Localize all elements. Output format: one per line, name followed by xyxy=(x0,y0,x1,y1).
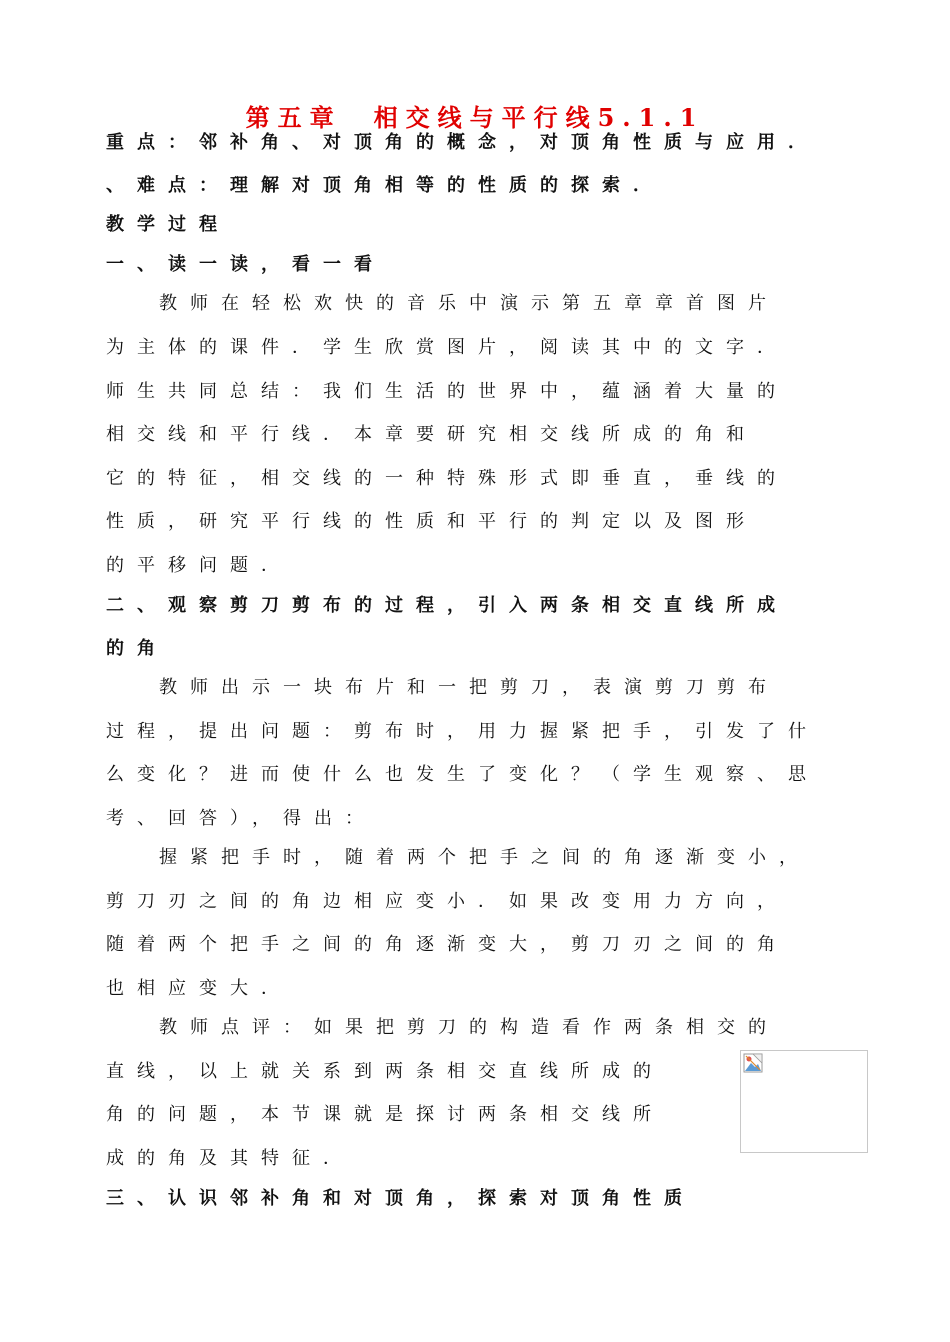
paragraph-line: 教师在轻松欢快的音乐中演示第五章章首图片 xyxy=(159,293,779,314)
paragraph-line: 师生共同总结：我们生活的世界中，蕴涵着大量的 xyxy=(106,381,788,402)
paragraph-line: 教师出示一块布片和一把剪刀，表演剪刀剪布 xyxy=(159,677,779,698)
paragraph-line: 么变化？进而使什么也发生了变化？（学生观察、思 xyxy=(106,764,819,785)
key-points-line: 重点：邻补角、对顶角的概念，对顶角性质与应用． xyxy=(106,132,819,153)
paragraph-line: 相交线和平行线．本章要研究相交线所成的角和 xyxy=(106,424,757,445)
paragraph-line: 为主体的课件．学生欣赏图片，阅读其中的文字． xyxy=(106,337,788,358)
paragraph-line: 考、回答），得出： xyxy=(106,808,376,829)
section-heading-1: 一、读一读，看一看 xyxy=(106,254,385,275)
paragraph-line: 剪刀刃之间的角边相应变小．如果改变用力方向， xyxy=(106,891,788,912)
paragraph-line: 也相应变大． xyxy=(106,978,292,999)
paragraph-line: 成的角及其特征． xyxy=(106,1148,354,1169)
section-heading-2: 二、观察剪刀剪布的过程，引入两条相交直线所成 xyxy=(106,595,788,616)
paragraph-line: 角的问题，本节课就是探讨两条相交线所 xyxy=(106,1104,664,1125)
paragraph-line: 随着两个把手之间的角逐渐变大，剪刀刃之间的角 xyxy=(106,934,788,955)
document-title: 第五章 相交线与平行线5.1.1 xyxy=(245,103,705,132)
section-heading-3: 三、认识邻补角和对顶角，探索对顶角性质 xyxy=(106,1188,695,1209)
paragraph-line: 握紧把手时，随着两个把手之间的角逐渐变小， xyxy=(159,847,810,868)
section-heading-2-cont: 的角 xyxy=(106,638,168,659)
broken-image-icon xyxy=(743,1053,763,1073)
difficult-points-line: 、难点：理解对顶角相等的性质的探索． xyxy=(106,175,664,196)
paragraph-line: 性质，研究平行线的性质和平行的判定以及图形 xyxy=(106,511,757,532)
paragraph-line: 教师点评：如果把剪刀的构造看作两条相交的 xyxy=(159,1017,779,1038)
paragraph-line: 过程，提出问题：剪布时，用力握紧把手，引发了什 xyxy=(106,721,819,742)
section-heading-process: 教学过程 xyxy=(106,214,230,235)
paragraph-line: 直线，以上就关系到两条相交直线所成的 xyxy=(106,1061,664,1082)
paragraph-line: 的平移问题． xyxy=(106,555,292,576)
paragraph-line: 它的特征，相交线的一种特殊形式即垂直，垂线的 xyxy=(106,468,788,489)
figure-placeholder xyxy=(740,1050,868,1153)
